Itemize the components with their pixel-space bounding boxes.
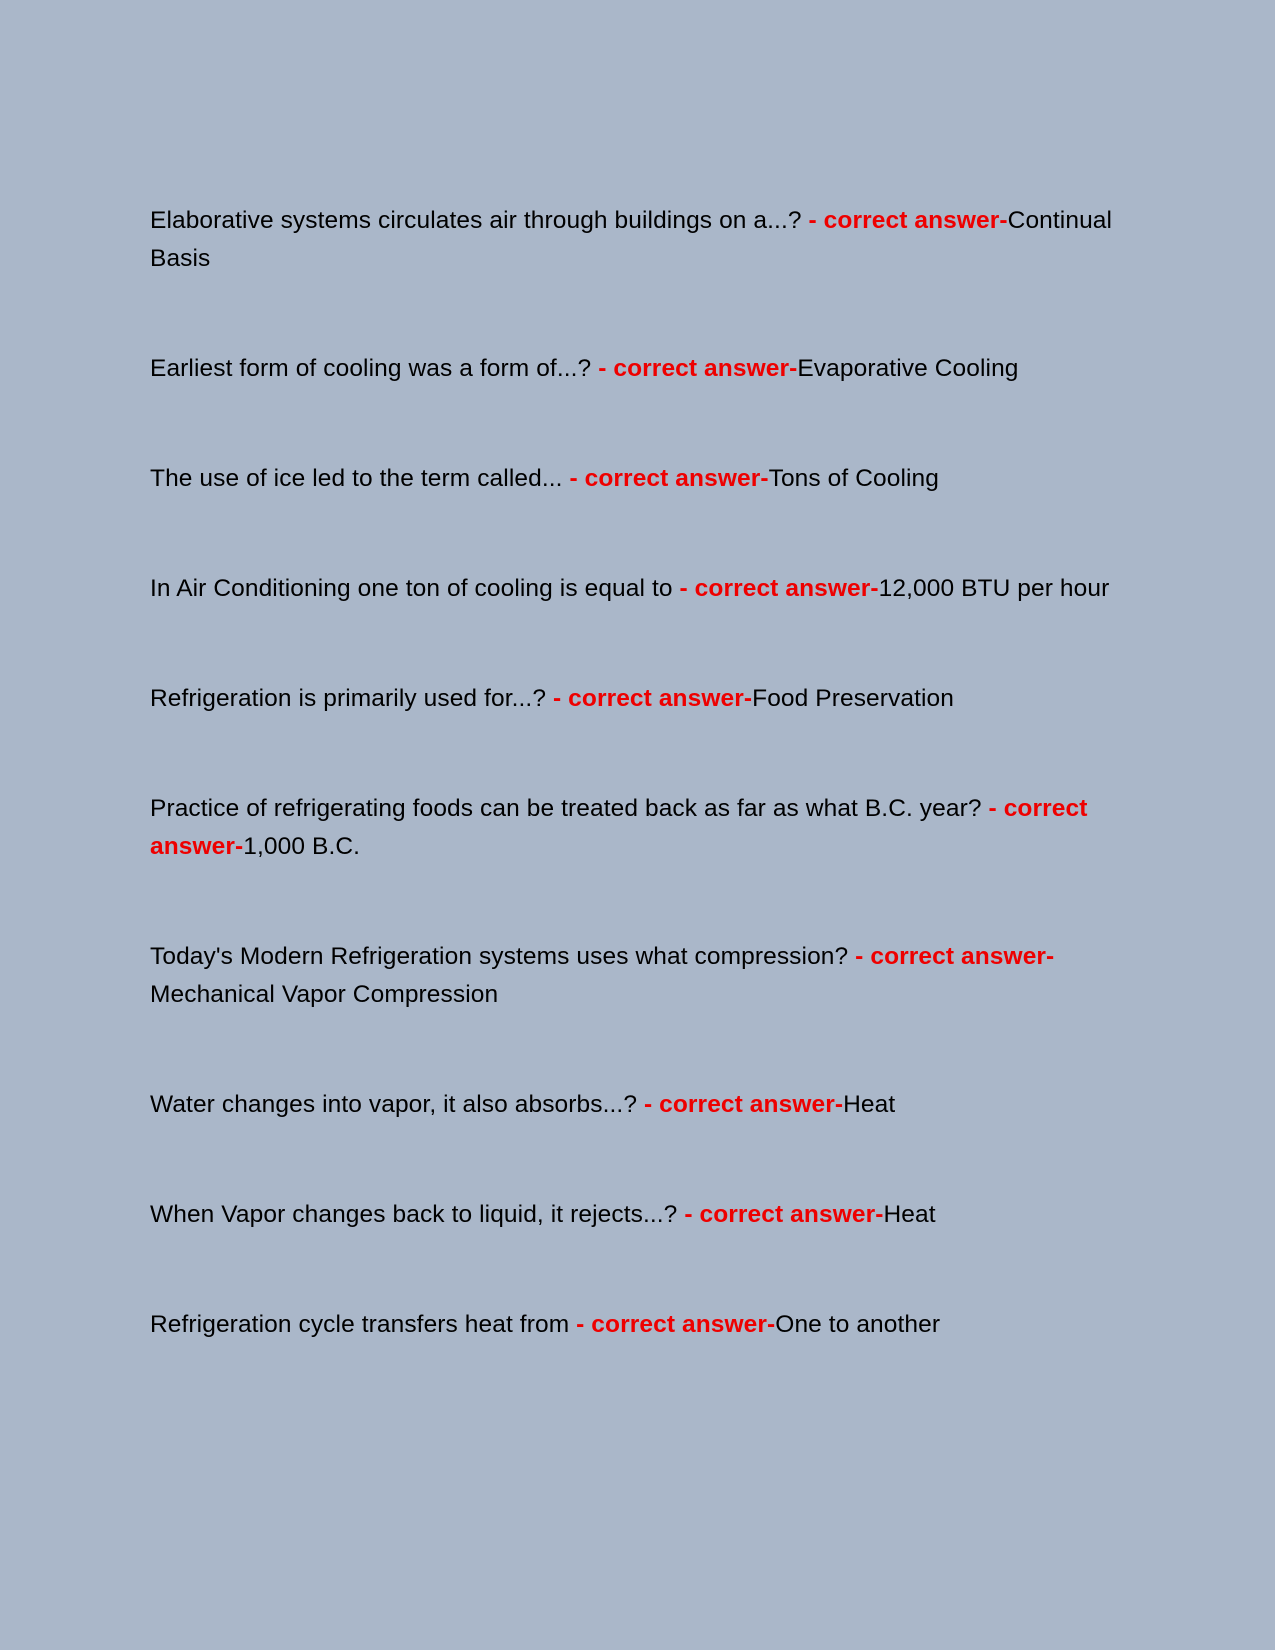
- answer-text: Evaporative Cooling: [797, 355, 1019, 382]
- question-text: Water changes into vapor, it also absorbs...?: [150, 1091, 638, 1118]
- qa-list: [150, 202, 1130, 1416]
- answer-marker: - correct answer-: [684, 1201, 884, 1228]
- answer-marker: - correct answer-: [808, 207, 1008, 234]
- answer-text: Heat: [883, 1201, 936, 1228]
- answer-marker: - correct answer-: [679, 575, 879, 602]
- qa-item: [150, 570, 1130, 608]
- qa-item: [150, 680, 1130, 718]
- answer-marker: - correct answer-: [552, 685, 753, 712]
- answer-text: One to another: [775, 1311, 941, 1338]
- question-text: Today's Modern Refrigeration systems uses what compression?: [150, 943, 849, 970]
- qa-item: [150, 350, 1130, 388]
- question-text: Refrigeration is primarily used for...?: [150, 685, 547, 712]
- question-text: In Air Conditioning one ton of cooling is equal to: [150, 575, 673, 602]
- question-text: The use of ice led to the term called...: [150, 465, 563, 492]
- answer-text: Food Preservation: [752, 685, 955, 712]
- question-text: Elaborative systems circulates air through buildings on a...?: [150, 207, 802, 234]
- answer-text: 12,000 BTU per hour: [878, 575, 1110, 602]
- question-text: Refrigeration cycle transfers heat from: [150, 1311, 570, 1338]
- answer-text: 1,000 B.C.: [243, 833, 361, 860]
- qa-item: [150, 1086, 1130, 1124]
- qa-item: [150, 938, 1130, 1014]
- answer-marker: - correct answer-: [855, 943, 1055, 970]
- question-text: Earliest form of cooling was a form of...?: [150, 355, 592, 382]
- answer-marker: - correct answer-: [598, 355, 798, 382]
- answer-text: Mechanical Vapor Compression: [150, 981, 499, 1008]
- answer-text: Continual Basis: [150, 207, 1113, 272]
- answer-text: Tons of Cooling: [768, 465, 939, 492]
- answer-marker: - correct answer-: [576, 1311, 776, 1338]
- question-text: Practice of refrigerating foods can be treated back as far as what B.C. year?: [150, 795, 982, 822]
- qa-item: [150, 1196, 1130, 1234]
- qa-item: [150, 790, 1130, 866]
- answer-marker: - correct answer-: [569, 465, 769, 492]
- question-text: When Vapor changes back to liquid, it rejects...?: [150, 1201, 678, 1228]
- answer-text: Heat: [843, 1091, 896, 1118]
- qa-item: [150, 202, 1130, 278]
- answer-marker: - correct answer-: [643, 1091, 844, 1118]
- qa-item: [150, 1306, 1130, 1344]
- qa-item: [150, 460, 1130, 498]
- answer-marker: - correct answer-: [150, 795, 1088, 860]
